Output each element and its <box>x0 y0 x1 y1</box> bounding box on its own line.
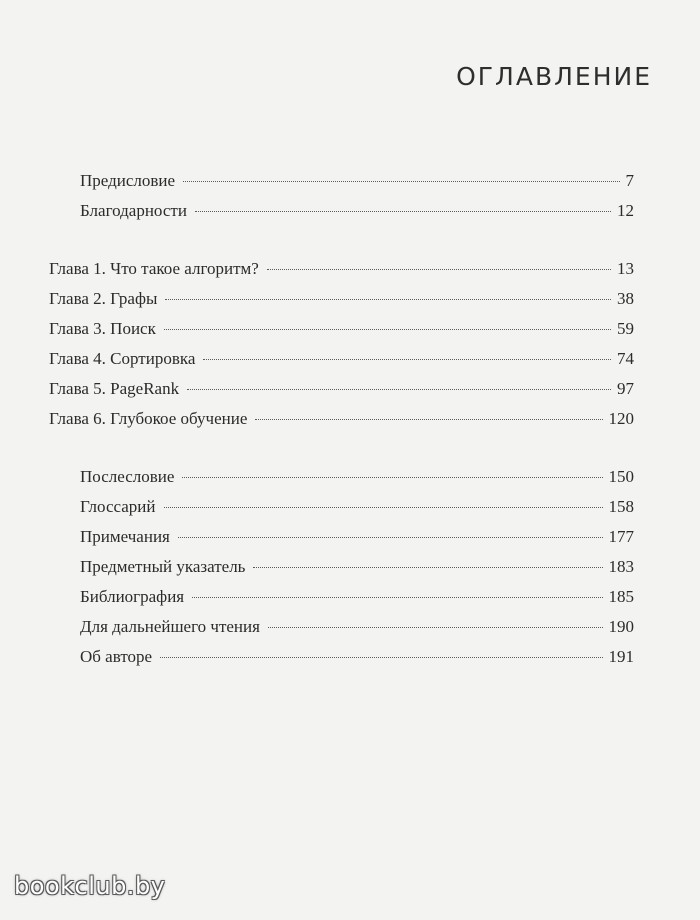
toc-entry-page: 59 <box>617 319 634 338</box>
toc-entry-page: 7 <box>625 171 634 190</box>
toc-entry-label: Глава 5. PageRank <box>49 379 180 398</box>
toc-entry-chapter-3[interactable] <box>49 318 634 340</box>
dot-leader <box>182 477 602 478</box>
dot-leader <box>178 537 603 538</box>
toc-entry-page: 13 <box>617 259 634 278</box>
toc-entry-afterword[interactable] <box>80 466 634 488</box>
toc-entry-label: Глава 3. Поиск <box>49 319 156 338</box>
toc-entry-label: Глава 4. Сортировка <box>49 349 196 368</box>
toc-entry-label: Библиография <box>80 587 185 606</box>
toc-entry-page: 150 <box>608 467 634 486</box>
dot-leader <box>268 627 603 628</box>
toc-entry-page: 158 <box>608 497 634 516</box>
toc-entry-page: 191 <box>608 647 634 666</box>
dot-leader <box>195 211 611 212</box>
toc-entry-index[interactable] <box>80 556 634 578</box>
toc-entry-label: Глава 2. Графы <box>49 289 158 308</box>
toc-entry-page: 97 <box>617 379 634 398</box>
toc-entry-label: Благодарности <box>80 201 187 220</box>
toc-entry-label: Предметный указатель <box>80 557 246 576</box>
toc-entry-chapter-5[interactable] <box>49 378 634 400</box>
toc-entry-bibliography[interactable] <box>80 586 634 608</box>
dot-leader <box>255 419 602 420</box>
site-watermark: bookclub.by <box>14 872 166 900</box>
dot-leader <box>165 299 611 300</box>
toc-entry-label: Для дальнейшего чтения <box>80 617 260 636</box>
dot-leader <box>192 597 602 598</box>
toc-entry-further-reading[interactable] <box>80 616 634 638</box>
toc-entry-label: Послесловие <box>80 467 175 486</box>
toc-entry-label: Глоссарий <box>80 497 156 516</box>
dot-leader <box>183 181 619 182</box>
toc-entry-label: Глава 6. Глубокое обучение <box>49 409 248 428</box>
toc-entry-page: 12 <box>617 201 634 220</box>
toc-entry-chapter-1[interactable] <box>49 258 634 280</box>
dot-leader <box>160 657 602 658</box>
dot-leader <box>203 359 611 360</box>
toc-entry-label: Об авторе <box>80 647 153 666</box>
toc-entry-label: Предисловие <box>80 171 176 190</box>
dot-leader <box>164 507 603 508</box>
toc-entry-label: Глава 1. Что такое алгоритм? <box>49 259 259 278</box>
toc-entry-page: 38 <box>617 289 634 308</box>
toc-entry-page: 74 <box>617 349 634 368</box>
toc-entry-acknowledgements[interactable] <box>80 200 634 222</box>
toc-entry-glossary[interactable] <box>80 496 634 518</box>
toc-entry-chapter-4[interactable] <box>49 348 634 370</box>
toc-entry-page: 177 <box>608 527 634 546</box>
toc-entry-page: 120 <box>608 409 634 428</box>
toc-entry-preface[interactable] <box>80 170 634 192</box>
dot-leader <box>267 269 611 270</box>
toc-entry-chapter-2[interactable] <box>49 288 634 310</box>
toc-entry-label: Примечания <box>80 527 170 546</box>
toc-entry-notes[interactable] <box>80 526 634 548</box>
toc-entry-page: 183 <box>608 557 634 576</box>
dot-leader <box>164 329 611 330</box>
toc-entry-page: 190 <box>608 617 634 636</box>
dot-leader <box>253 567 602 568</box>
toc-entry-page: 185 <box>608 587 634 606</box>
dot-leader <box>187 389 611 390</box>
toc-entry-about-author[interactable] <box>80 646 634 668</box>
toc-entry-chapter-6[interactable] <box>49 408 634 430</box>
page-title: ОГЛАВЛЕНИЕ <box>456 62 652 91</box>
